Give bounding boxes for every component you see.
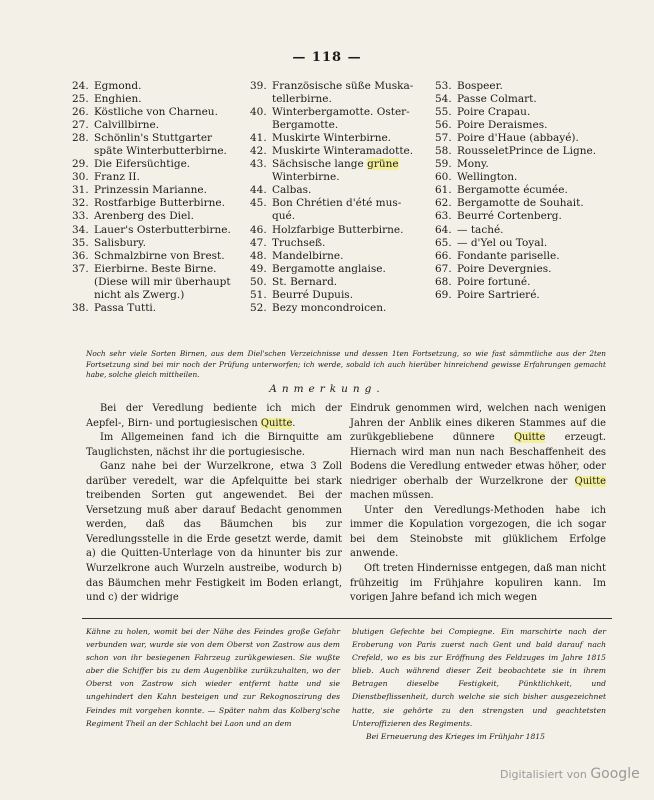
- item-number: 39.: [250, 80, 267, 92]
- item-name: qué.: [272, 210, 296, 223]
- list-column-2: [250, 80, 435, 315]
- list-item: [435, 263, 625, 276]
- search-highlight: Quitte: [513, 432, 546, 444]
- item-name: späte Winterbutterbirne.: [94, 145, 227, 158]
- item-name: Bon Chrétien d'été mus-: [272, 197, 402, 210]
- item-number: 37.: [72, 262, 89, 275]
- list-item: [435, 197, 625, 210]
- list-item: [72, 276, 250, 289]
- list-item: [435, 276, 625, 289]
- item-number: 36.: [72, 249, 89, 262]
- list-item: [250, 171, 435, 184]
- list-item: [435, 93, 625, 106]
- item-name: — d'Yel ou Toyal.: [457, 236, 548, 249]
- list-item: [435, 132, 625, 145]
- list-item: [435, 237, 625, 250]
- list-item: [250, 224, 435, 237]
- list-item: [435, 224, 625, 237]
- item-number: 30.: [72, 171, 89, 184]
- item-name: Poire Crapau.: [457, 106, 531, 119]
- list-item: [72, 106, 250, 119]
- list-item: [250, 158, 435, 171]
- item-number: 28.: [72, 132, 89, 145]
- item-name: — taché.: [457, 223, 504, 236]
- item-name: Franz II.: [94, 171, 140, 184]
- item-name: Winterbergamotte. Oster-: [272, 106, 410, 119]
- list-column-1: [72, 80, 250, 315]
- item-number: 59.: [435, 158, 452, 171]
- item-name: St. Bernard.: [272, 275, 338, 288]
- list-item: [72, 119, 250, 132]
- body-paragraph: Eindruk genommen wird, welchen nach wenigen Jahren der Anblik eines dikeren Stammes auf die zurükgebliebene dünnere Quitte erzeugt. Hiernach wird man nun nach Beschaffenheit des Bodens die Veredlung entweder etwas höher, oder niedriger oberhalb der Wurzelkrone der Quitte machen müssen.: [350, 403, 607, 502]
- list-item: [250, 263, 435, 276]
- item-name: Bospeer.: [457, 80, 503, 92]
- list-item: [72, 145, 250, 158]
- list-item: [250, 119, 435, 132]
- item-name: Egmond.: [94, 80, 142, 92]
- list-item: [72, 210, 250, 223]
- item-number: 63.: [435, 210, 452, 223]
- item-name: tellerbirne.: [272, 93, 332, 106]
- list-column-3: [435, 80, 625, 302]
- list-item: [250, 132, 435, 145]
- list-item: [72, 237, 250, 250]
- footnote-right-text: blutigen Gefechte bei Compiegne. Ein marschirte nach der Eroberung von Paris zuerst nach Gent und bald darauf nach Crefeld, wo es bis zur Eröffnung des Feldzuges im Jahre 1815 blieb. Auch während dieser Zeit beobachtete sie in ihrem Betragen dieselbe Festigkeit, Pünktlichkeit, und Dienstbeflissenheit, durch welche sie sich bisher ausgezeichnet hatte, sie gehörte zu den strengsten und geachtetsten Unteroffizieren des Regiments.: [352, 627, 606, 728]
- item-name: Wellington.: [457, 171, 518, 184]
- watermark-prefix: Digitalisiert von: [500, 768, 591, 781]
- item-name: Köstliche von Charneu.: [94, 106, 218, 119]
- item-name: Bergamotte écumée.: [457, 184, 568, 197]
- list-item: [435, 250, 625, 263]
- item-name: Fondante pariselle.: [457, 249, 560, 262]
- item-number: 38.: [72, 301, 89, 314]
- item-number: 26.: [72, 106, 89, 119]
- item-number: 58.: [435, 145, 452, 158]
- item-name: Beurré Dupuis.: [272, 288, 354, 301]
- item-number: 31.: [72, 184, 89, 197]
- footnote-right-text-2: Bei Erneuerung des Krieges im Frühjahr 1815: [366, 731, 545, 741]
- item-name: Arenberg des Diel.: [94, 210, 194, 223]
- footnote-left-text: Kähne zu holen, womit bei der Nähe des Feindes große Gefahr verbunden war, wurde sie von dem Oberst von Zastrow aus dem schon von ihr besiegenen Fahrzeug zurükgewiesen. Sie wußte aber die Schiffer bis zu dem Augenblike zurükzuhalten, wo der Oberst von Zastrow sich wieder entfernt hatte und sie ungehindert den Kahn besteigen und zur Rekognoszirung des Feindes mit vorgehen konnte. — Später nahm das Kolberg'sche Regiment Theil an der Schlacht bei Laon und an dem: [86, 627, 340, 728]
- item-number: 50.: [250, 275, 267, 288]
- item-number: 66.: [435, 249, 452, 262]
- list-item: [72, 184, 250, 197]
- item-number: 51.: [250, 288, 267, 301]
- item-number: 54.: [435, 93, 452, 106]
- item-name: Poire Sartrieré.: [457, 288, 540, 301]
- body-paragraph: Oft treten Hindernisse entgegen, daß man nicht frühzeitig im Frühjahre kopuliren kann. Im vorigen Jahre befand ich mich wegen: [350, 563, 606, 604]
- item-name: Poire d'Haue (abbayé).: [457, 132, 579, 145]
- item-name: Poire Devergnies.: [457, 262, 552, 275]
- item-number: 61.: [435, 184, 452, 197]
- item-name: Calvillbirne.: [94, 119, 160, 132]
- list-item: [250, 302, 435, 315]
- item-number: 53.: [435, 80, 452, 92]
- list-item: [250, 237, 435, 250]
- list-item: [72, 224, 250, 237]
- item-number: 29.: [72, 158, 89, 171]
- item-name: Französische süße Muska-: [272, 80, 414, 92]
- item-number: 44.: [250, 184, 267, 197]
- search-highlight: Quitte: [260, 417, 293, 429]
- list-item: [250, 106, 435, 119]
- section-heading: Anmerkung.: [269, 383, 385, 395]
- body-column-left: [86, 402, 342, 606]
- item-number: 40.: [250, 106, 267, 119]
- watermark-brand: Google: [590, 766, 640, 782]
- item-number: 41.: [250, 132, 267, 145]
- item-number: 62.: [435, 197, 452, 210]
- item-number: 24.: [72, 80, 89, 92]
- search-highlight: Quitte: [574, 475, 606, 487]
- item-number: 52.: [250, 301, 267, 314]
- item-number: 64.: [435, 223, 452, 236]
- list-item: [72, 302, 250, 315]
- item-name: Salisbury.: [94, 236, 146, 249]
- list-item: [435, 210, 625, 223]
- item-name: Winterbirne.: [272, 171, 340, 184]
- item-number: 43.: [250, 158, 267, 171]
- list-item: [72, 197, 250, 210]
- item-name: Lauer's Osterbutterbirne.: [94, 223, 231, 236]
- list-item: [250, 80, 435, 93]
- footnote-column-left: [86, 625, 340, 730]
- item-name: Beurré Cortenberg.: [457, 210, 562, 223]
- page-number: — 118 —: [292, 50, 362, 65]
- item-number: 68.: [435, 275, 452, 288]
- list-item: [250, 250, 435, 263]
- item-name: Calbas.: [272, 184, 312, 197]
- digitized-watermark: [500, 766, 650, 782]
- item-name: Bezy moncondroicen.: [272, 301, 387, 314]
- item-name: Enghien.: [94, 93, 142, 106]
- list-item: [435, 158, 625, 171]
- item-number: 48.: [250, 249, 267, 262]
- item-name: Schmalzbirne von Brest.: [94, 249, 225, 262]
- list-item: [250, 210, 435, 223]
- item-number: 55.: [435, 106, 452, 119]
- list-item: [250, 93, 435, 106]
- item-name: Sächsische lange grüne: [272, 158, 399, 171]
- footnote-column-right: [352, 625, 606, 743]
- item-name: Poire fortuné.: [457, 275, 531, 288]
- list-item: [250, 276, 435, 289]
- item-name: Bergamotte anglaise.: [272, 262, 386, 275]
- item-name: RousseletPrince de Ligne.: [457, 145, 597, 158]
- item-number: 49.: [250, 262, 267, 275]
- list-item: [250, 289, 435, 302]
- item-name: (Diese will mir überhaupt: [94, 275, 231, 288]
- footnote-divider: [82, 618, 612, 619]
- item-name: Prinzessin Marianne.: [94, 184, 207, 197]
- item-number: 25.: [72, 93, 89, 106]
- item-number: 46.: [250, 223, 267, 236]
- item-number: 33.: [72, 210, 89, 223]
- item-name: Eierbirne. Beste Birne.: [94, 262, 217, 275]
- item-name: Rostfarbige Butterbirne.: [94, 197, 225, 210]
- body-paragraph: Bei der Veredlung bediente ich mich der Aepfel-, Birn- und portugiesischen Quitte.: [86, 403, 342, 429]
- item-number: 42.: [250, 145, 267, 158]
- list-item: [435, 171, 625, 184]
- body-paragraph: Im Allgemeinen fand ich die Birnquitte am Tauglichsten, nächst ihr die portugiesische.: [86, 432, 342, 458]
- search-highlight: grüne: [367, 158, 399, 171]
- item-number: 47.: [250, 236, 267, 249]
- list-item: [72, 263, 250, 276]
- item-name: Schönlin's Stuttgarter: [94, 132, 213, 145]
- item-name: Mony.: [457, 158, 489, 171]
- item-name: Die Eifersüchtige.: [94, 158, 191, 171]
- list-item: [435, 106, 625, 119]
- item-number: 45.: [250, 197, 267, 210]
- list-item: [435, 184, 625, 197]
- list-item: [72, 158, 250, 171]
- body-paragraph: Unter den Veredlungs-Methoden habe ich immer die Kopulation vorgezogen, die ich sogar bei dem Steinobste mit glüklichem Erfolge anwende.: [350, 504, 606, 560]
- list-item: [72, 250, 250, 263]
- item-name: Bergamotte.: [272, 119, 339, 132]
- list-note: Noch sehr viele Sorten Birnen, aus dem Diel'schen Verzeichnisse und dessen 1ten Fortsetzung, so wie fast sämmtliche aus der 2ten Fortsetzung sind bei mir noch der Prüfung unterworfen; ich werde, sobald ich auch hierüber hinreichend gewisse Erfahrungen gemacht habe, solche gleich mittheilen.: [86, 349, 606, 379]
- item-number: 32.: [72, 197, 89, 210]
- item-name: Holzfarbige Butterbirne.: [272, 223, 404, 236]
- list-item: [72, 80, 250, 93]
- item-number: 34.: [72, 223, 89, 236]
- item-number: 57.: [435, 132, 452, 145]
- body-column-right: [350, 402, 606, 606]
- list-item: [72, 289, 250, 302]
- item-name: nicht als Zwerg.): [94, 288, 185, 301]
- body-paragraph: Ganz nahe bei der Wurzelkrone, etwa 3 Zoll darüber veredelt, war die Apfelquitte bei stark treibenden Sorten gut angewendet. Bei der Versetzung muß aber darauf Bedacht genommen werden, daß das Bäumchen bis zur Veredlungsstelle in die Erde gesetzt werde, damit a) die Quitten-Unterlage von da hinunter bis zur Wurzelkrone auch Wurzeln austreibe, wodurch b) das Bäumchen mehr Festigkeit im Boden erlangt, und c) der widrige: [86, 461, 342, 604]
- item-name: Passe Colmart.: [457, 93, 537, 106]
- list-item: [72, 93, 250, 106]
- item-number: 27.: [72, 119, 89, 132]
- item-number: 67.: [435, 262, 452, 275]
- item-number: 65.: [435, 236, 452, 249]
- item-name: Bergamotte de Souhait.: [457, 197, 584, 210]
- item-name: Poire Deraismes.: [457, 119, 548, 132]
- list-item: [435, 289, 625, 302]
- item-name: Muskirte Winteramadotte.: [272, 145, 414, 158]
- item-name: Muskirte Winterbirne.: [272, 132, 392, 145]
- item-number: 56.: [435, 119, 452, 132]
- list-item: [435, 119, 625, 132]
- list-item: [72, 171, 250, 184]
- list-item: [435, 145, 625, 158]
- list-item: [435, 80, 625, 93]
- item-name: Passa Tutti.: [94, 301, 157, 314]
- list-item: [250, 197, 435, 210]
- item-name: Mandelbirne.: [272, 249, 344, 262]
- list-item: [250, 184, 435, 197]
- pear-variety-list: [72, 80, 622, 348]
- item-number: 69.: [435, 288, 452, 301]
- item-number: 60.: [435, 171, 452, 184]
- list-item: [72, 132, 250, 145]
- list-item: [250, 145, 435, 158]
- item-name: Truchseß.: [272, 236, 326, 249]
- item-number: 35.: [72, 236, 89, 249]
